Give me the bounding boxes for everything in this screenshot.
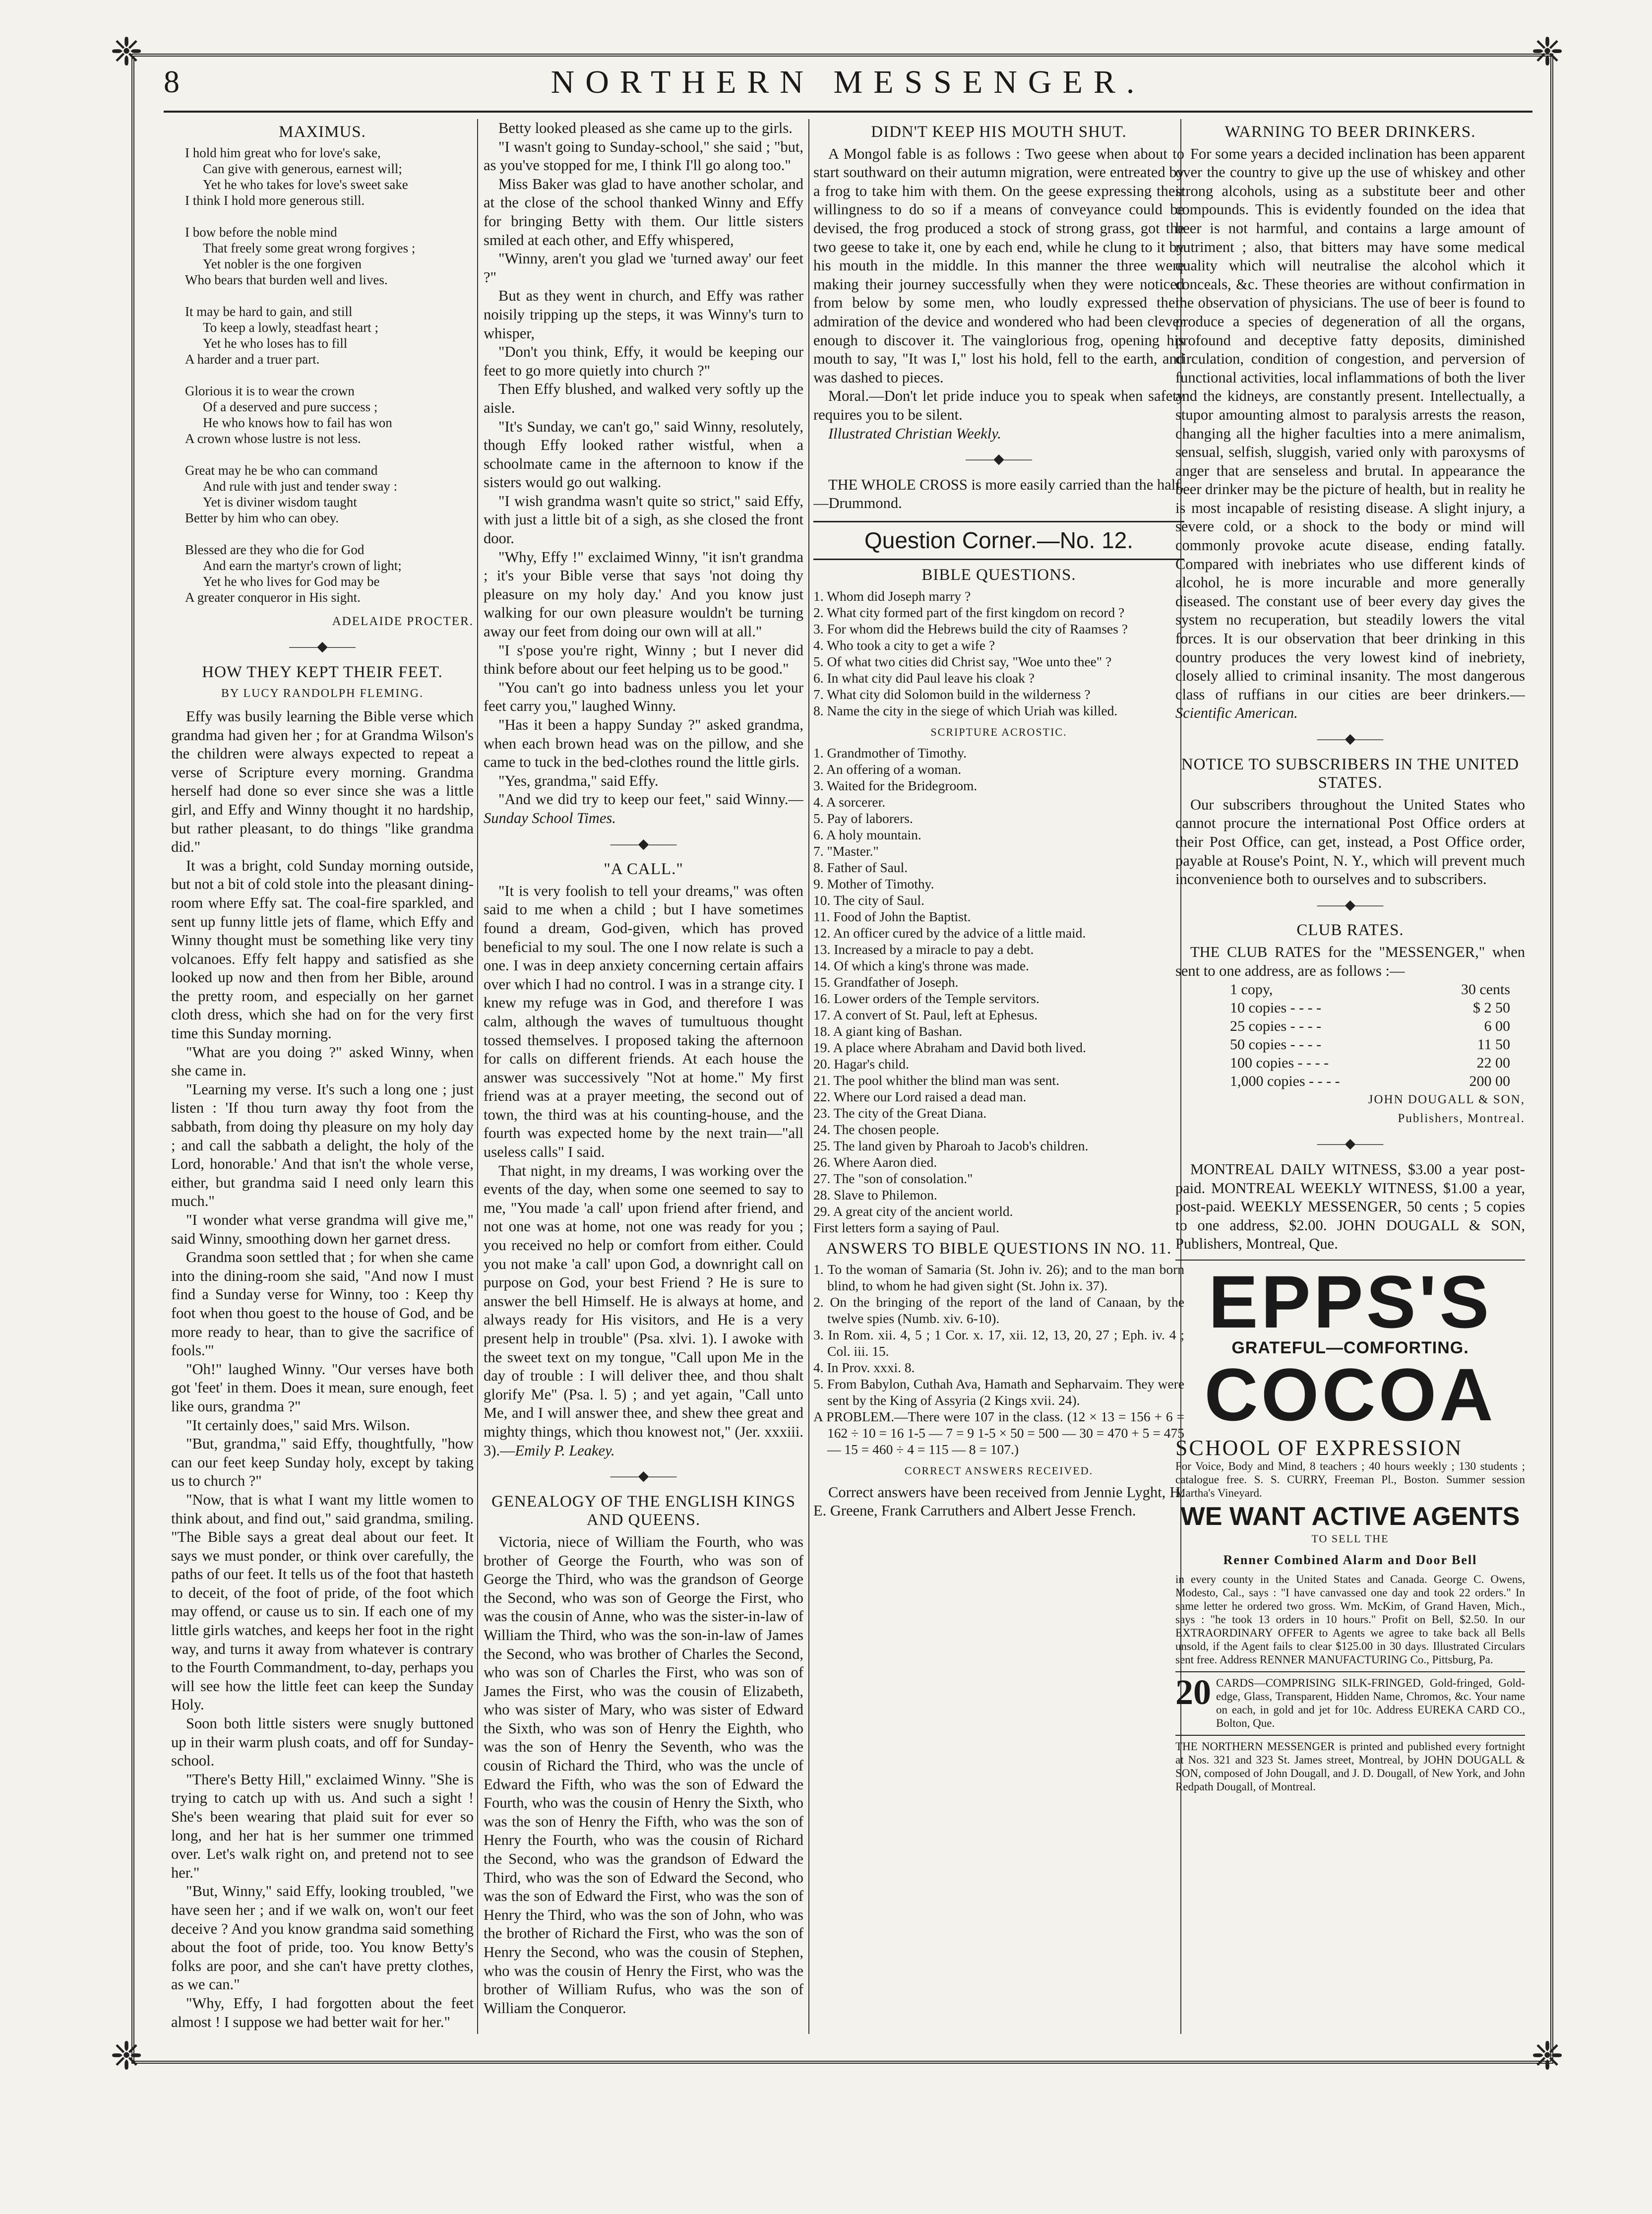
article-source: Illustrated Christian Weekly. (828, 425, 1001, 442)
rate-price: $ 2 50 (1473, 1000, 1510, 1016)
rate-price: 30 cents (1461, 981, 1510, 998)
list-item: 26. Where Aaron died. (813, 1154, 937, 1170)
paragraph: "Learning my verse. It's such a long one ; just listen : 'If thou turn away thy foot from the sabbath, from doing thy pleasure on my holy day ; and call the sabbath a delight, the holy of the Lord, honorable.' And that isn't the whole verse, either, but grandma said I need only learn this much." (171, 1080, 474, 1210)
column-4 (1175, 119, 1525, 2034)
paragraph-text: For some years a decided inclination has been apparent over the country to give up the use of whiskey and other strong alcohols, using as a substitute beer and other compounds. This is evidently founded on the idea that beer is not harmful, and contains a large amount of nutriment ; also, that bitters may have some medical quality which will neutralise the alcohol which it conceals, &c. These theories are without confirmation in the observation of physicians. The use of beer is found to produce a species of degeneration of all the organs, profound and deceptive fatty deposits, diminished circulation, condition of congestion, and perversion of functional activities, local inflammations of both the liver and the kidneys, are constantly present. Intellectually, a stupor amounting almost to paralysis arrests the reason, changing all the higher faculties into a mere animalism, sensual, selfish, sluggish, varied only with paroxysms of anger that are senseless and brutal. In appearance the beer drinker may be the picture of health, but in reality he is most incapable of resisting disease. A slight injury, a severe cold, or a shock to the body or mind will commonly provoke acute disease, ending fatally. Compared with inebriates who use different kinds of alcohol, he is more incurable and more generally diseased. The constant use of beer every day gives the system no recuperation, but steadily lowers the vital forces. It is our observation that beer drinking in this country produces the very lowest kind of inebriety, closely allied to criminal insanity. The most dangerous class of ruffians in our cities are beer drinkers. (1175, 145, 1525, 703)
section-title: BIBLE QUESTIONS. (921, 566, 1076, 584)
list-item: 29. A great city of the ancient world. (813, 1203, 1013, 1219)
poem-line: Yet is diviner wisdom taught (203, 494, 357, 509)
list-item: 20. Hagar's child. (813, 1056, 909, 1072)
poem-line: A greater conqueror in His sight. (185, 589, 361, 605)
paragraph: Moral.—Don't let pride induce you to speak when safety requires you to be silent. (813, 387, 1184, 423)
paragraph: Grandma soon settled that ; for when she came into the dining-room she said, "And now I must find a Sunday verse for Winny, too : Keep thy foot when thou goest to the house of God, and be more ready to hear, than to give the sacrifice of fools.'" (171, 1249, 474, 1359)
epps-cocoa-ad (1175, 1260, 1525, 1437)
paragraph: That night, in my dreams, I was working over the events of the day, when some one seemed to say to me, "You made 'a call' upon friend after friend, and not one was at home, not one was ready for you ; you received no help or comfort from either. Could you not make 'a call' upon God, a downright call on purpose on God, your best Friend ? He is sure to answer the bell Himself. He is always at home, and always ready for His visitors, and He is a very present help in trouble" (Psa. xlvi. 1). I awoke with the sweet text on my tongue, "Call upon Me in the day of trouble : I will deliver thee, and thou shalt glorify Me" (Psa. l. 5) ; and yet again, "Call unto Me, and I will answer thee, and shew thee great and mighty things, which thou knowest not," (Jer. xxxiii. 3).—Emily P. Leakey. (484, 1162, 803, 1459)
divider-ornament-icon: ——◆—— (289, 639, 356, 655)
club-rates-table (1175, 980, 1525, 1090)
table-row (1175, 980, 1525, 999)
list-item: 16. Lower orders of the Temple servitors. (813, 990, 1040, 1006)
paragraph: "Has it been a happy Sunday ?" asked grandma, when each brown head was on the pillow, and she came to tuck in the bed-clothes round the little girls. (484, 716, 803, 771)
list-item: 1. To the woman of Samaria (St. John iv. 26); and to the man born blind, to whom he had given sight (St. John ix. 37). (813, 1262, 1184, 1294)
section-title: CORRECT ANSWERS RECEIVED. (904, 1464, 1094, 1477)
paragraph: "What are you doing ?" asked Winny, when she came in. (171, 1043, 474, 1079)
paragraph: "You can't go into badness unless you let your feet carry you," laughed Winny. (484, 679, 803, 715)
list-item: 2. What city formed part of the first kingdom on record ? (813, 605, 1125, 621)
paragraph: "It is very foolish to tell your dreams," was often said to me when a child ; but I have sometimes found a dream, God-given, which has proved beneficial to my soul. The one I now relate is such a one. I was in deep anxiety concerning certain affairs over which I had no control. I was in a strange city. I knew my refuge was in God, and therefore I was calm, although the waves of tumultuous thought tossed themselves. I proposed taking the afternoon for calls on different friends. At each house the answer was successively "Not at home." My first friend was at a prayer meeting, the second out of town, the third was at his counting-house, and the fourth was expected home by the next train—"all useless calls" I said. (484, 882, 803, 1161)
article-title: WARNING TO BEER DRINKERS. (1224, 123, 1476, 141)
poem-line: Glorious it is to wear the crown (185, 383, 355, 398)
list-item: 6. In what city did Paul leave his cloak ? (813, 670, 1035, 686)
article-source: Scientific American. (1175, 704, 1298, 722)
cards-ad-number: 20 (1175, 1672, 1211, 1712)
cards-ad (1175, 1671, 1525, 1730)
paragraph: "Why, Effy, I had forgotten about the feet almost ! I suppose we had better wait for her." (171, 1994, 474, 2030)
list-item: 4. In Prov. xxxi. 8. (813, 1360, 915, 1376)
paragraph: "There's Betty Hill," exclaimed Winny. "She is trying to catch up with us. And such a sight ! She's been wearing that plaid suit for ever so long, and her hat is her summer one trimmed over. Let's walk right on, and pretend not to see her." (171, 1771, 474, 1881)
paragraph: Our subscribers throughout the United States who cannot procure the international Post Office orders at their Post Office, can get, instead, a Post Office order, payable at Rouse's Point, N. Y., which will prevent much inconvenience both to ourselves and to subscribers. (1175, 796, 1525, 888)
article-title: DIDN'T KEEP HIS MOUTH SHUT. (871, 123, 1127, 141)
poem-line: Great may he be who can command (185, 462, 378, 478)
divider-ornament-icon: ——◆—— (1317, 1136, 1384, 1152)
divider-ornament-icon: ——◆—— (1317, 897, 1384, 913)
list-item: 5. Pay of laborers. (813, 810, 913, 826)
list-item: 11. Food of John the Baptist. (813, 908, 971, 924)
paragraph: "I wonder what verse grandma will give me," said Winny, smoothing down her garnet dress. (171, 1211, 474, 1247)
paragraph: "But, grandma," said Effy, thoughtfully, "how can our feet keep Sunday holy, except by taking us to church ?" (171, 1435, 474, 1490)
article-source: Sunday School Times. (484, 809, 616, 826)
answers-list (813, 1261, 1184, 1457)
poem-line: Yet he who lives for God may be (203, 573, 380, 589)
paragraph: "And we did try to keep our feet," said Winny.—Sunday School Times. (484, 791, 803, 826)
acrostic-list (813, 745, 1184, 1236)
poem-line (185, 288, 474, 304)
column-2 (484, 119, 803, 2034)
table-row (1175, 1017, 1525, 1035)
article-title: GENEALOGY OF THE ENGLISH KINGS AND QUEENS. (491, 1492, 795, 1529)
poem-maximus (171, 145, 474, 605)
poem-line: It may be hard to gain, and still (185, 304, 353, 319)
list-item: 28. Slave to Philemon. (813, 1187, 937, 1202)
list-item: 13. Increased by a miracle to pay a debt. (813, 941, 1034, 957)
paragraph: "Yes, grandma," said Effy. (498, 772, 659, 789)
list-item: 27. The "son of consolation." (813, 1170, 973, 1186)
rate-label: 50 copies - - - - (1230, 1036, 1322, 1053)
list-item: 9. Mother of Timothy. (813, 876, 934, 891)
rate-price: 200 00 (1469, 1073, 1510, 1090)
masthead (164, 63, 1532, 113)
paragraph: It was a bright, cold Sunday morning outside, but not a bit of cold stole into the pleasant dining-room where Effy sat. The coal-fire sparkled, and sent up funny little jets of flame, which Effy and Winny thought must be something like very tiny volcanoes. Effy felt happy and satisfied as she looked up now and then from her Bible, around the pretty room, and especially on her garnet cloth dress, which she had on for the very first time this Sunday morning. (171, 857, 474, 1042)
poem-line (185, 526, 474, 542)
paragraph: Effy was busily learning the Bible verse which grandma had given her ; for at Grandma Wilson's the children were always expected to repeat a verse of Scripture every morning. Grandma herself had done so ever since she was a little girl, and Effy and Winny thought it no hardship, but rather pleasant, to do things "like grandma did." (171, 707, 474, 856)
list-item: 14. Of which a king's throne was made. (813, 957, 1029, 973)
poem-line: And earn the martyr's crown of light; (203, 558, 402, 573)
poem-line (185, 367, 474, 383)
paragraph: THE WHOLE CROSS is more easily carried than the half.—Drummond. (813, 476, 1184, 512)
agents-ad-product: Renner Combined Alarm and Door Bell (1223, 1553, 1477, 1568)
poem-line (185, 446, 474, 462)
paragraph: But as they went in church, and Effy was rather noisily tripping up the steps, it was Winny's turn to whisper, (484, 287, 803, 342)
rate-price: 22 00 (1476, 1055, 1510, 1072)
table-row (1175, 1054, 1525, 1072)
paragraph: Soon both little sisters were snugly buttoned up in their warm plush coats, and off for Sunday-school. (171, 1715, 474, 1770)
paragraph: "Why, Effy !" exclaimed Winny, "it isn't grandma ; it's your Bible verse that says 'not doing thy pleasure on my holy day.' And you know just walking for our own pleasure wouldn't be turning away our feet from doing our own will at all." (484, 548, 803, 640)
rate-price: 6 00 (1484, 1018, 1510, 1035)
paragraph: Miss Baker was glad to have another scholar, and at the close of the school thanked Winny and Effy for bringing Betty with them. Our little sisters smiled at each other, and Effy whispered, (484, 175, 803, 249)
corner-ornament-icon: ❈ (1531, 2034, 1564, 2078)
list-item: 4. Who took a city to get a wife ? (813, 637, 995, 653)
article-title: CLUB RATES. (1296, 921, 1404, 940)
poem-line: That freely some great wrong forgives ; (203, 240, 416, 255)
column-3 (813, 119, 1184, 2034)
divider-ornament-icon: ——◆—— (966, 451, 1032, 467)
paragraph: "Don't you think, Effy, it would be keeping our feet to go more quietly into church ?" (484, 343, 803, 379)
rate-label: 10 copies - - - - (1230, 1000, 1322, 1016)
table-row (1175, 1035, 1525, 1054)
paragraph-text: "And we did try to keep our feet," said Winny. (498, 791, 789, 808)
list-item: 3. In Rom. xii. 4, 5 ; 1 Cor. x. 17, xii. 12, 13, 20, 27 ; Eph. iv. 4 ; Col. iii. 15. (813, 1327, 1184, 1359)
agents-ad-text: in every county in the United States and Canada. George C. Owens, Modesto, Cal., says : "I have canvassed one day and took 22 orders." In same letter he ordered two gross. Wm. McKim, of Grand Haven, Mich., says : "he took 13 orders in 10 hours." Profit on Bell, $2.50. In our EXTRAORDINARY OFFER to Agents we agree to take back all Bells unsold, if the Agent fails to clear $125.00 in 30 days. Illustrated Circulars sent free. Address RENNER MANUFACTURING Co., Pittsburg, Pa. (1175, 1573, 1525, 1666)
agents-ad-subtitle: TO SELL THE (1311, 1532, 1389, 1545)
list-item: 15. Grandfather of Joseph. (813, 974, 959, 990)
poem-line: Can give with generous, earnest will; (203, 161, 402, 176)
table-row (1175, 999, 1525, 1017)
corner-ornament-icon: ❈ (110, 30, 143, 73)
poem-line: Yet he who loses has to fill (203, 335, 348, 351)
poem-line: He who knows how to fail has won (203, 415, 392, 430)
article-title: "A CALL." (604, 860, 683, 879)
poem-line: Of a deserved and pure success ; (203, 399, 378, 414)
article-title: HOW THEY KEPT THEIR FEET. (202, 663, 443, 681)
poem-line: Who bears that burden well and lives. (185, 272, 388, 287)
paragraph: Then Effy blushed, and walked very softly up the aisle. (484, 380, 803, 416)
cards-ad-text: CARDS—COMPRISING SILK-FRINGED, Gold-fringed, Gold-edge, Glass, Transparent, Hidden Name, Chromos, &c. Your name on each, in gold and jet for 10c. Address EUREKA CARD CO., Bolton, Que. (1216, 1676, 1525, 1729)
poem-author: ADELAIDE PROCTER. (332, 614, 474, 628)
article-source: Emily P. Leakey. (515, 1442, 615, 1459)
list-item: 2. On the bringing of the report of the land of Canaan, by the twelve spies (Numb. xiv. 6-10). (813, 1294, 1184, 1327)
ad-tagline: GRATEFUL—COMFORTING. (1231, 1338, 1469, 1357)
poem-line: I bow before the noble mind (185, 224, 337, 240)
poem-line: Better by him who can obey. (185, 510, 339, 525)
list-item: 7. "Master." (813, 843, 879, 859)
paragraph: For some years a decided inclination has been apparent over the country to give up the use of whiskey and other strong alcohols, using as a substitute beer and other compounds. This is evidently founded on the idea that beer is not harmful, and contains a large amount of nutriment ; also, that bitters may have some medical quality which will neutralise the alcohol which it conceals, &c. These theories are without confirmation in the observation of physicians. The use of beer is found to produce a species of degeneration of all the organs, profound and deceptive fatty deposits, diminished circulation, condition of congestion, and perversion of functional activities, local inflammations of both the liver and the kidneys, are constantly present. Intellectually, a stupor amounting almost to paralysis arrests the reason, changing all the higher faculties into a mere animalism, sensual, selfish, sluggish, varied only with paroxysms of anger that are senseless and brutal. In appearance the beer drinker may be the picture of health, but in reality he is most incapable of resisting disease. A slight injury, a severe cold, or a shock to the body or mind will commonly provoke acute disease, ending fatally. Compared with inebriates who use different kinds of alcohol, he is more incurable and more generally diseased. The constant use of beer every day gives the system no recuperation, but steadily lowers the vital forces. It is our observation that beer drinking in this country produces the very lowest kind of inebriety, closely allied to criminal insanity. The most dangerous class of ruffians in our cities are beer drinkers.—Scientific American. (1175, 145, 1525, 722)
rate-label: 25 copies - - - - (1230, 1018, 1322, 1035)
list-item: 3. Waited for the Bridegroom. (813, 777, 978, 793)
paragraph: "Winny, aren't you glad we 'turned away' our feet ?" (484, 250, 803, 286)
paragraph: "Now, that is what I want my little women to think about, and find out," said grandma, smiling. "The Bible says a great deal about our feet. It says we must ponder, or think over carefully, the paths of our feet. It tells us of the foot that hasteth to deceit, of the foot of pride, of the foot which may offend, or cause us to sin. If each one of my little girls watches, and keeps her foot in the right way, and turns it away from whatever is contrary to the Fourth Commandment, to-day, perhaps you will see how the little feet can keep the Sunday Holy. (171, 1491, 474, 1713)
list-item: 23. The city of the Great Diana. (813, 1105, 987, 1121)
divider-ornament-icon: ——◆—— (610, 1468, 677, 1484)
question-corner-title: Question Corner.—No. 12. (813, 521, 1184, 561)
list-item: First letters form a saying of Paul. (813, 1219, 1000, 1235)
list-item: 3. For whom did the Hebrews build the city of Raamses ? (813, 621, 1128, 637)
column-1 (171, 119, 474, 2034)
poem-line: To keep a lowly, steadfast heart ; (203, 319, 378, 335)
publisher-name: JOHN DOUGALL & SON, (1368, 1093, 1525, 1107)
list-item: 22. Where our Lord raised a dead man. (813, 1088, 1027, 1104)
paragraph: Victoria, niece of William the Fourth, who was brother of George the Fourth, who was son of George the Third, who was the grandson of George the Second, who was son of George the First, who was the cousin of Anne, who was the sister-in-law of William the Third, who was the son-in-law of James the Second, who was brother of Charles the Second, who was son of Charles the First, who was son of James the First, who was the cousin of Elizabeth, who was sister of Mary, who was sister of Edward the Sixth, who was son of Henry the Eighth, who was the son of Henry the Seventh, who was the cousin of Richard the Third, who was the uncle of Edward the Fifth, who was the son of Edward the Fourth, who was the cousin of Henry the Sixth, who was the son of Henry the Fifth, who was the son of Henry the Fourth, who was the cousin of Richard the Second, who was the grandson of Edward the Third, who was the son of Edward the Second, who was the son of Edward the First, who was the son of Henry the Third, who was the son of John, who was the brother of Richard the First, who was the son of Henry the Second, who was the cousin of Stephen, who was the cousin of Henry the First, who was the brother of William Rufus, who was the son of William the Conqueror. (484, 1533, 803, 2017)
list-item: A PROBLEM.—There were 107 in the class. (12 × 13 = 156 + 6 = 162 ÷ 10 = 16 1-5 — 7 = 9 1-5 × 50 = 500 — 30 = 470 + 5 = 475 — 15 = 460 ÷ 4 = 115 — 8 = 107.) (813, 1409, 1184, 1457)
poem-line: Yet he who takes for love's sweet sake (203, 177, 408, 192)
poem-line: A crown whose lustre is not less. (185, 431, 361, 446)
paragraph: Betty looked pleased as she came up to the girls. (498, 120, 793, 136)
corner-ornament-icon: ❈ (110, 2034, 143, 2078)
rate-label: 100 copies - - - - (1230, 1055, 1329, 1072)
paragraph: A Mongol fable is as follows : Two geese when about to start southward on their autumn migration, were entreated by a frog to take him with them. On the geese expressing their willingness to do so if a means of conveyance could be devised, the frog produced a stock of strong grass, got the two geese to take it, one by each end, while he clung to it by his mouth in the middle. In this manner the three were making their journey successfully when they were noticed from below by some men, who loudly expressed their admiration of the device and wondered who had been clever enough to discover it. The vainglorious frog, opening his mouth to say, "It was I," lost his hold, fell to the earth, and was dashed to pieces. (813, 145, 1184, 386)
paragraph: "Oh!" laughed Winny. "Our verses have both got 'feet' in them. Does it mean, sure enough, feet like ours, grandma ?" (171, 1360, 474, 1415)
article-byline: BY LUCY RANDOLPH FLEMING. (221, 687, 424, 700)
list-item: 7. What city did Solomon build in the wilderness ? (813, 687, 1091, 702)
section-title: ANSWERS TO BIBLE QUESTIONS IN NO. 11. (826, 1239, 1172, 1258)
list-item: 21. The pool whither the blind man was sent. (813, 1072, 1059, 1088)
list-item: 24. The chosen people. (813, 1121, 939, 1137)
list-item: 6. A holy mountain. (813, 826, 921, 842)
poem-line: And rule with just and tender sway : (203, 478, 398, 494)
list-item: 25. The land given by Pharoah to Jacob's children. (813, 1138, 1089, 1153)
poem-line (185, 208, 474, 224)
poem-line: Yet nobler is the one forgiven (203, 256, 362, 271)
section-title: SCRIPTURE ACROSTIC. (930, 726, 1067, 739)
list-item: 8. Name the city in the siege of which Uriah was killed. (813, 703, 1118, 719)
paragraph: "It's Sunday, we can't go," said Winny, resolutely, though Effy looked rather wistful, when a schoolmate came in the afternoon to know if the sisters would go out walking. (484, 418, 803, 491)
rate-label: 1 copy, (1230, 981, 1273, 998)
paragraph: "I s'pose you're right, Winny ; but I never did think before about our feet helping us to be good." (484, 641, 803, 678)
publisher-city: Publishers, Montreal. (1398, 1111, 1525, 1125)
list-item: 5. From Babylon, Cuthah Ava, Hamath and Sepharvaim. They were sent by the King of Assyria (2 Kings xvii. 24). (813, 1376, 1184, 1408)
list-item: 8. Father of Saul. (813, 859, 908, 875)
list-item: 18. A giant king of Bashan. (813, 1023, 963, 1039)
table-row (1175, 1072, 1525, 1090)
list-item: 4. A sorcerer. (813, 794, 886, 810)
divider-ornament-icon: ——◆—— (610, 836, 677, 852)
paragraph: "I wish grandma wasn't quite so strict," said Effy, with just a little bit of a sigh, as she closed the front door. (484, 492, 803, 547)
list-item: 17. A convert of St. Paul, left at Ephesus. (813, 1007, 1038, 1022)
poem-line: I hold him great who for love's sake, (185, 145, 381, 160)
list-item: 12. An officer cured by the advice of a little maid. (813, 925, 1086, 941)
poem-title: MAXIMUS. (279, 123, 366, 141)
divider-ornament-icon: ——◆—— (1317, 731, 1384, 747)
page-number: 8 (164, 64, 180, 99)
paragraph: "It certainly does," said Mrs. Wilson. (186, 1416, 410, 1434)
paragraph: "But, Winny," said Effy, looking troubled, "we have seen her ; and if we walk on, won't our feet deceive ? And you know grandma said something about the foot of pride, too. You know Betty's folks are poor, and she can't have pretty clothes, as we can." (171, 1883, 474, 1993)
poem-line: I think I hold more generous still. (185, 192, 365, 208)
poem-line: Blessed are they who die for God (185, 542, 365, 557)
corner-ornament-icon: ❈ (1531, 30, 1564, 73)
list-item: 2. An offering of a woman. (813, 761, 962, 777)
paragraph: MONTREAL DAILY WITNESS, $3.00 a year post-paid. MONTREAL WEEKLY WITNESS, $1.00 a year, post-paid. WEEKLY MESSENGER, 50 cents ; 5 copies to one address, $2.00. JOHN DOUGALL & SON, Publishers, Montreal, Que. (1175, 1160, 1525, 1253)
poem-line: A harder and a truer part. (185, 351, 320, 367)
school-ad-text: For Voice, Body and Mind, 8 teachers ; 40 hours weekly ; 130 students ; catalogue free. S. S. CURRY, Freeman Pl., Boston. Summer session Martha's Vineyard. (1175, 1460, 1525, 1500)
article-title: NOTICE TO SUBSCRIBERS IN THE UNITED STATES. (1181, 755, 1520, 792)
ad-product: COCOA (1204, 1353, 1496, 1437)
bible-questions-list (813, 588, 1184, 719)
agents-ad-title: WE WANT ACTIVE AGENTS (1180, 1502, 1520, 1531)
paragraph: THE CLUB RATES for the "MESSENGER," when sent to one address, are as follows :— (1175, 943, 1525, 979)
column-rule (477, 119, 478, 2034)
school-ad-title: SCHOOL OF EXPRESSION (1175, 1436, 1463, 1460)
list-item: 10. The city of Saul. (813, 892, 925, 908)
paragraph: "I wasn't going to Sunday-school," she said ; "but, as you've stopped for me, I think I'll go along too." (484, 138, 803, 174)
rate-label: 1,000 copies - - - - (1230, 1073, 1340, 1090)
list-item: 5. Of what two cities did Christ say, "Woe unto thee" ? (813, 654, 1112, 670)
rate-price: 11 50 (1477, 1036, 1510, 1053)
paragraph-text: That night, in my dreams, I was working over the events of the day, when some one seemed to say to me, "You made 'a call' upon friend after friend, and not one was at home, not one was ready for you ; you received no help or comfort from either. Could you not make 'a call' upon God, a downright call on purpose on God, your best Friend ? He is sure to answer the bell Himself. He is always at home, and always ready for His visitors, and He is a very present help in trouble" (Psa. xlvi. 1). I awoke with the sweet text on my tongue, "Call upon Me in the day of trouble : I will deliver thee, and thou shalt glorify Me" (Psa. l. 5) ; and yet again, "Call unto Me, and I will answer thee, and shew thee great and mighty things, which thou knowest not," (Jer. xxxiii. 3). (484, 1162, 803, 1459)
newspaper-title: NORTHERN MESSENGER. (551, 64, 1146, 100)
paragraph: Correct answers have been received from Jennie Lyght, H. E. Greene, Frank Carruthers and Albert Jesse French. (813, 1483, 1184, 1519)
list-item: 19. A place where Abraham and David both lived. (813, 1039, 1086, 1055)
imprint: THE NORTHERN MESSENGER is printed and published every fortnight at Nos. 321 and 323 St. James street, Montreal, by JOHN DOUGALL & SON, composed of John Dougall, and J. D. Dougall, of New York, and John Redpath Dougall, of Montreal. (1175, 1735, 1525, 1793)
column-rule (808, 119, 809, 2034)
ad-brand: EPPS'S (1208, 1260, 1492, 1343)
list-item: 1. Grandmother of Timothy. (813, 745, 967, 760)
list-item: 1. Whom did Joseph marry ? (813, 588, 971, 604)
